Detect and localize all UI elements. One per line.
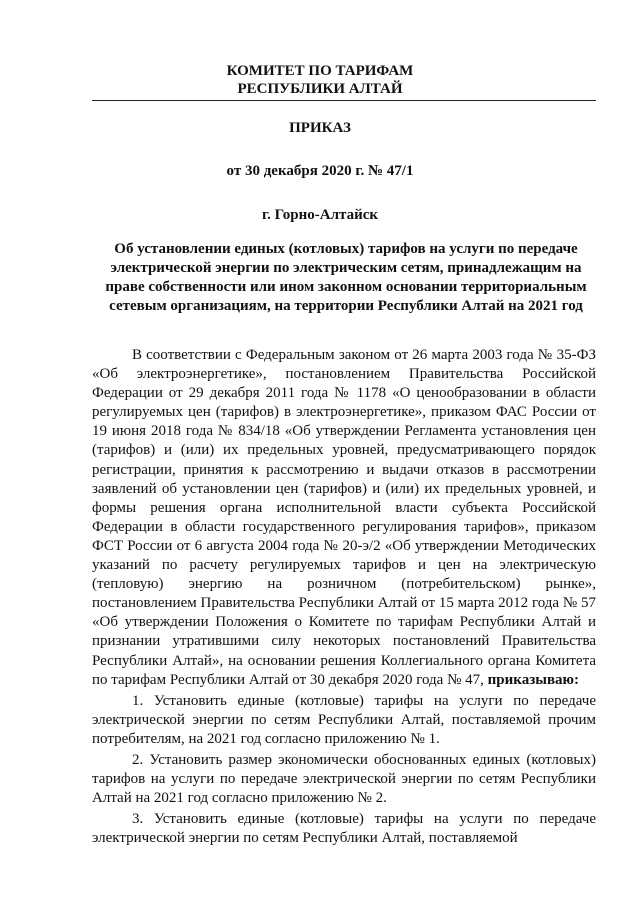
org-name-line1: КОМИТЕТ ПО ТАРИФАМ xyxy=(226,63,414,79)
order-body xyxy=(92,346,596,848)
order-word: приказываю: xyxy=(487,671,579,688)
preamble-paragraph xyxy=(92,346,596,690)
header-divider xyxy=(92,100,596,101)
order-title: Об установлении единых (котловых) тарифов на услуги по передаче электрической энергии по электрическим сетям, принадлежащим на праве собственности или ином законном основании территориальным сетевым организациям, на территории Республики Алтай на 2021 год xyxy=(105,241,587,314)
list-item: 2. Установить размер экономически обоснованных единых (котловых) тарифов на услуги по передаче электрической энергии по сетям Республики Алтай на 2021 год согласно приложению № 2. xyxy=(92,751,596,807)
city: г. Горно-Алтайск xyxy=(261,207,379,223)
date-number: от 30 декабря 2020 г. № 47/1 xyxy=(226,163,414,179)
doc-type: ПРИКАЗ xyxy=(289,120,351,136)
list-item: 3. Установить единые (котловые) тарифы на услуги по передаче электрической энергии по сетям Республики Алтай, поставляемой xyxy=(92,811,596,847)
list-item: 1. Установить единые (котловые) тарифы на услуги по передаче электрической энергии по сетям Республики Алтай, поставляемой прочим потребителям, на 2021 год согласно приложению № 1. xyxy=(92,692,596,747)
org-name-line2: РЕСПУБЛИКИ АЛТАЙ xyxy=(237,81,403,97)
organization-header xyxy=(0,62,640,98)
preamble-text: В соответствии с Федеральным законом от 26 марта 2003 года № 35-ФЗ «Об электроэнергетике», постановлением Правительства Российской Федерации от 29 декабря 2011 года № 1178 «О ценообразовании в области регулируемых цен (тарифов) в электроэнергетике», приказом ФАС России от 19 июня 2018 года № 834/18 «Об утверждении Регламента установления цен (тарифов) и (или) их предельных уровней, предусматривающего порядок регистрации, принятия к рассмотрению и выдачи отказов в рассмотрении заявлений об установлении цен (тарифов) и (или) их предельных уровней, и формы решения органа исполнительной власти субъекта Российской Федерации в области государственного регулирования тарифов», приказом ФСТ России от 6 августа 2004 года № 20-э/2 «Об утверждении Методических указаний по расчету регулируемых тарифов и цен на электрическую (тепловую) энергию на розничном (потребительском) рынке», постановлением Правительства Республики Алтай от 15 марта 2012 года № 57 «Об утверждении Положения о Комитете по тарифам Республики Алтай и признании утратившими силу некоторых постановлений Правительства Республики Алтай», на основании решения Коллегиального органа Комитета по тарифам Республики Алтай от 30 декабря 2020 года № 47, xyxy=(92,347,596,688)
